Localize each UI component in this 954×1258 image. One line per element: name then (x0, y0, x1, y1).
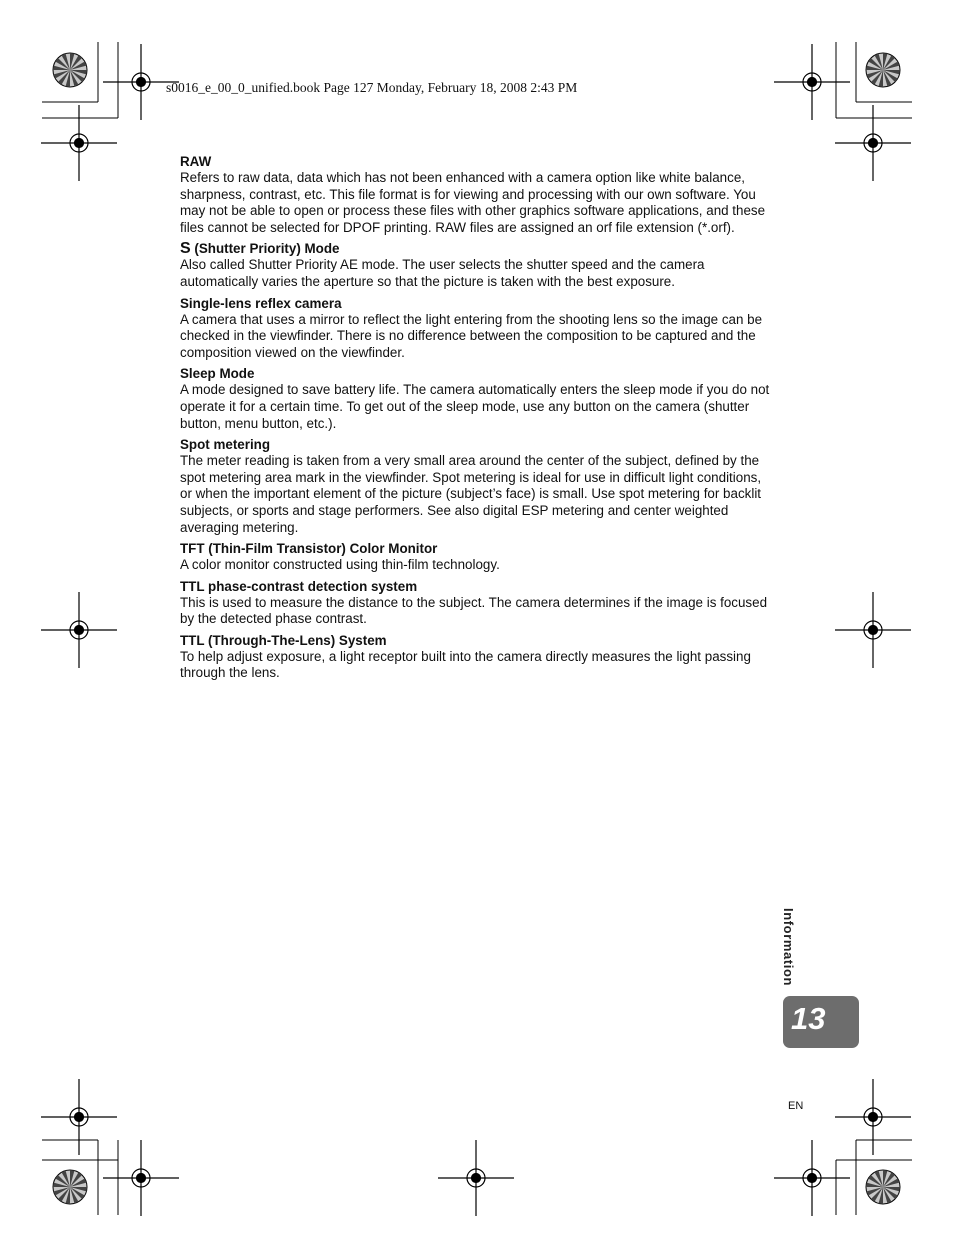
registration-mark-icon (41, 592, 117, 668)
glossary-definition: A mode designed to save battery life. The camera automatically enters the sleep mode if you do not operate it for a certain time. To get out of the sleep mode, use any button on the camera (shutter button, menu button, etc.). (180, 382, 770, 431)
glossary-definition: A color monitor constructed using thin-film technology. (180, 557, 500, 573)
glossary-term: TTL (Through-The-Lens) System (180, 632, 387, 648)
registration-mark-icon (103, 44, 179, 120)
registration-mark-icon (41, 1079, 117, 1155)
registration-mark-icon (835, 1079, 911, 1155)
glossary-term: RAW (180, 154, 212, 169)
glossary-definition: The meter reading is taken from a very small area around the center of the subject, defined by the spot metering area mark in the viewfinder. Spot metering is ideal for use in difficult light conditions, or when the important element of the picture (subject’s face) is small. Use spot metering for backlit subjects, or sports and stage performers. See also digital ESP metering and center weighted averaging metering. (180, 453, 762, 535)
glossary-term: Spot metering (180, 437, 271, 453)
section-label-text: Information (781, 908, 796, 987)
registration-mark-icon (103, 1140, 179, 1216)
chapter-number: 13 (791, 1001, 826, 1036)
registration-mark-icon (835, 105, 911, 181)
language-code: EN (788, 1100, 804, 1112)
glossary-definition: To help adjust exposure, a light receptor built into the camera directly measures the light passing through the lens. (180, 648, 751, 681)
glossary-definition: Also called Shutter Priority AE mode. The user selects the shutter speed and the camera automatically varies the aperture so that the picture is taken with the best exposure. (180, 257, 705, 289)
glossary-term: TTL phase-contrast detection system (180, 578, 418, 594)
glossary-term-text: (Shutter Priority) Mode (190, 241, 340, 257)
registration-mark-icon (835, 592, 911, 668)
color-star-target-icon (866, 53, 900, 87)
registration-mark-icon (774, 1140, 850, 1216)
registration-mark-icon (438, 1140, 514, 1216)
color-star-target-icon (53, 53, 87, 87)
color-star-target-icon (53, 1170, 87, 1204)
glossary-term: TFT (Thin-Film Transistor) Color Monitor (180, 541, 438, 557)
glossary-definition: A camera that uses a mirror to reflect the light entering from the shooting lens so the image can be checked in the viewfinder. There is no difference between the composition to be captured and the composition viewed on the viewfinder. (180, 311, 763, 360)
shutter-mode-symbol: S (180, 240, 191, 258)
glossary-definition: Refers to raw data, data which has not been enhanced with a camera option like white balance, sharpness, contrast, etc. This file format is for viewing and processing with our own software. You may not be able to open or process these files with other graphics software applications, and these files cannot be selected for DPOF printing. RAW files are assigned an orf file extension (*.orf). (180, 170, 766, 235)
registration-mark-icon (41, 105, 117, 181)
glossary-term: Sleep Mode (180, 366, 255, 382)
registration-mark-icon (774, 44, 850, 120)
glossary-definition: This is used to measure the distance to the subject. The camera determines if the image is focused by the detected phase contrast. (180, 594, 768, 627)
color-star-target-icon (866, 1170, 900, 1204)
glossary-term: Single-lens reflex camera (180, 295, 342, 311)
book-header-line: s0016_e_00_0_unified.book Page 127 Monday, February 18, 2008 2:43 PM (166, 80, 578, 95)
